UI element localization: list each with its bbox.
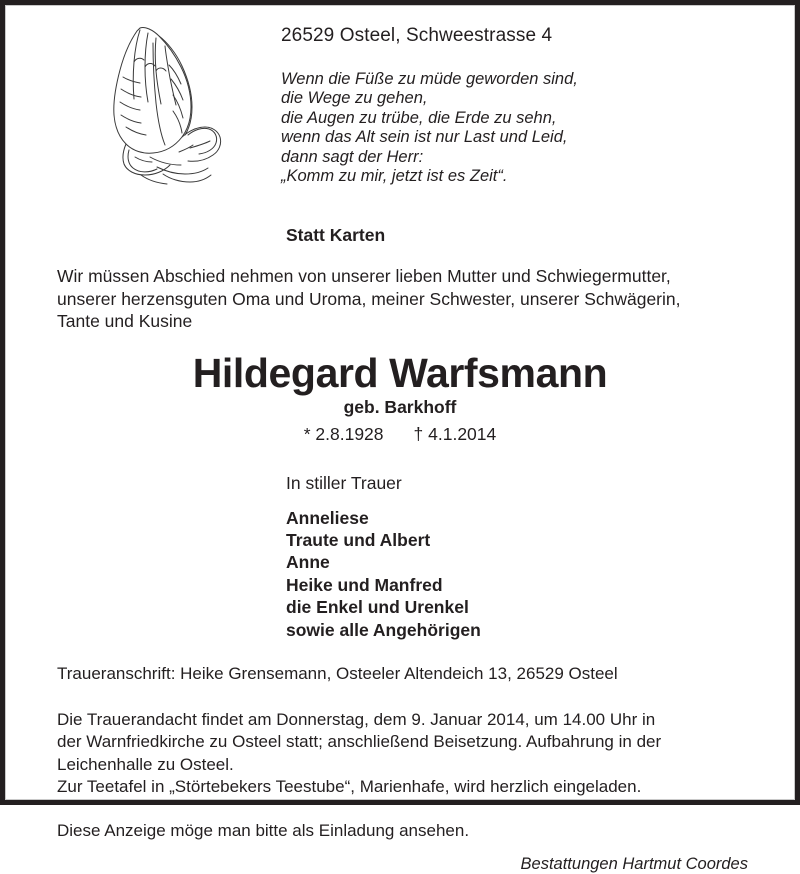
top-section xyxy=(5,5,795,209)
top-text-column xyxy=(281,25,795,186)
mourner-item: Traute und Albert xyxy=(286,529,431,550)
mourner-item: die Enkel und Urenkel xyxy=(286,597,469,618)
mourner-item: Anne xyxy=(286,552,330,573)
undertaker-credit: Bestattungen Hartmut Coordes xyxy=(520,854,748,873)
closing-note: Diese Anzeige möge man bitte als Einladung ansehen. xyxy=(57,820,470,840)
deceased-name: Hildegard Warfsmann xyxy=(192,349,608,396)
intro-line: Wir müssen Abschied nehmen von unserer lieben Mutter und Schwiegermutter, xyxy=(57,266,671,286)
life-dates xyxy=(5,424,795,445)
poem-line: die Wege zu gehen, xyxy=(281,89,428,108)
mourners-section xyxy=(286,472,795,641)
intro-line: Tante und Kusine xyxy=(57,311,193,331)
poem-line: wenn das Alt sein ist nur Last und Leid, xyxy=(281,128,568,147)
mourners-list xyxy=(286,507,795,641)
tea-reception-line: Zur Teetafel in „Störtebekers Teestube“, Marienhafe, wird herzlich eingeladen. xyxy=(57,777,642,797)
maiden-name: geb. Barkhoff xyxy=(343,396,457,417)
birth-date: * 2.8.1928 xyxy=(303,423,384,444)
poem-line: Wenn die Füße zu müde geworden sind, xyxy=(281,70,578,88)
praying-hands-icon xyxy=(93,17,223,187)
intro-line: unserer herzensguten Oma und Uroma, meiner Schwester, unserer Schwägerin, xyxy=(57,288,681,309)
statt-karten-heading: Statt Karten xyxy=(286,225,386,245)
mourner-item: Heike und Manfred xyxy=(286,574,443,595)
service-line: der Warnfriedkirche zu Osteel statt; anschließend Beisetzung. Aufbahrung in der xyxy=(57,732,662,752)
condolence-address: Traueranschrift: Heike Grensemann, Osteeler Altendeich 13, 26529 Osteel xyxy=(57,663,618,683)
mourner-item: sowie alle Angehörigen xyxy=(286,619,481,640)
service-line: Die Trauerandacht findet am Donnerstag, dem 9. Januar 2014, um 14.00 Uhr in xyxy=(57,709,656,729)
poem-line: dann sagt der Herr: xyxy=(281,147,424,166)
address-line: 26529 Osteel, Schweestrasse 4 xyxy=(281,25,553,46)
death-date: † 4.1.2014 xyxy=(413,423,497,444)
service-line: Leichenhalle zu Osteel. xyxy=(57,754,234,774)
notice-content xyxy=(5,5,795,873)
deceased-name-block xyxy=(5,350,795,445)
service-details xyxy=(57,709,795,777)
intro-paragraph xyxy=(57,265,795,333)
poem-line: die Augen zu trübe, die Erde zu sehn, xyxy=(281,108,557,127)
mourning-title: In stiller Trauer xyxy=(286,472,402,493)
mourner-item: Anneliese xyxy=(286,507,369,528)
poem-block xyxy=(281,70,765,186)
poem-line: „Komm zu mir, jetzt ist es Zeit“. xyxy=(281,167,508,186)
